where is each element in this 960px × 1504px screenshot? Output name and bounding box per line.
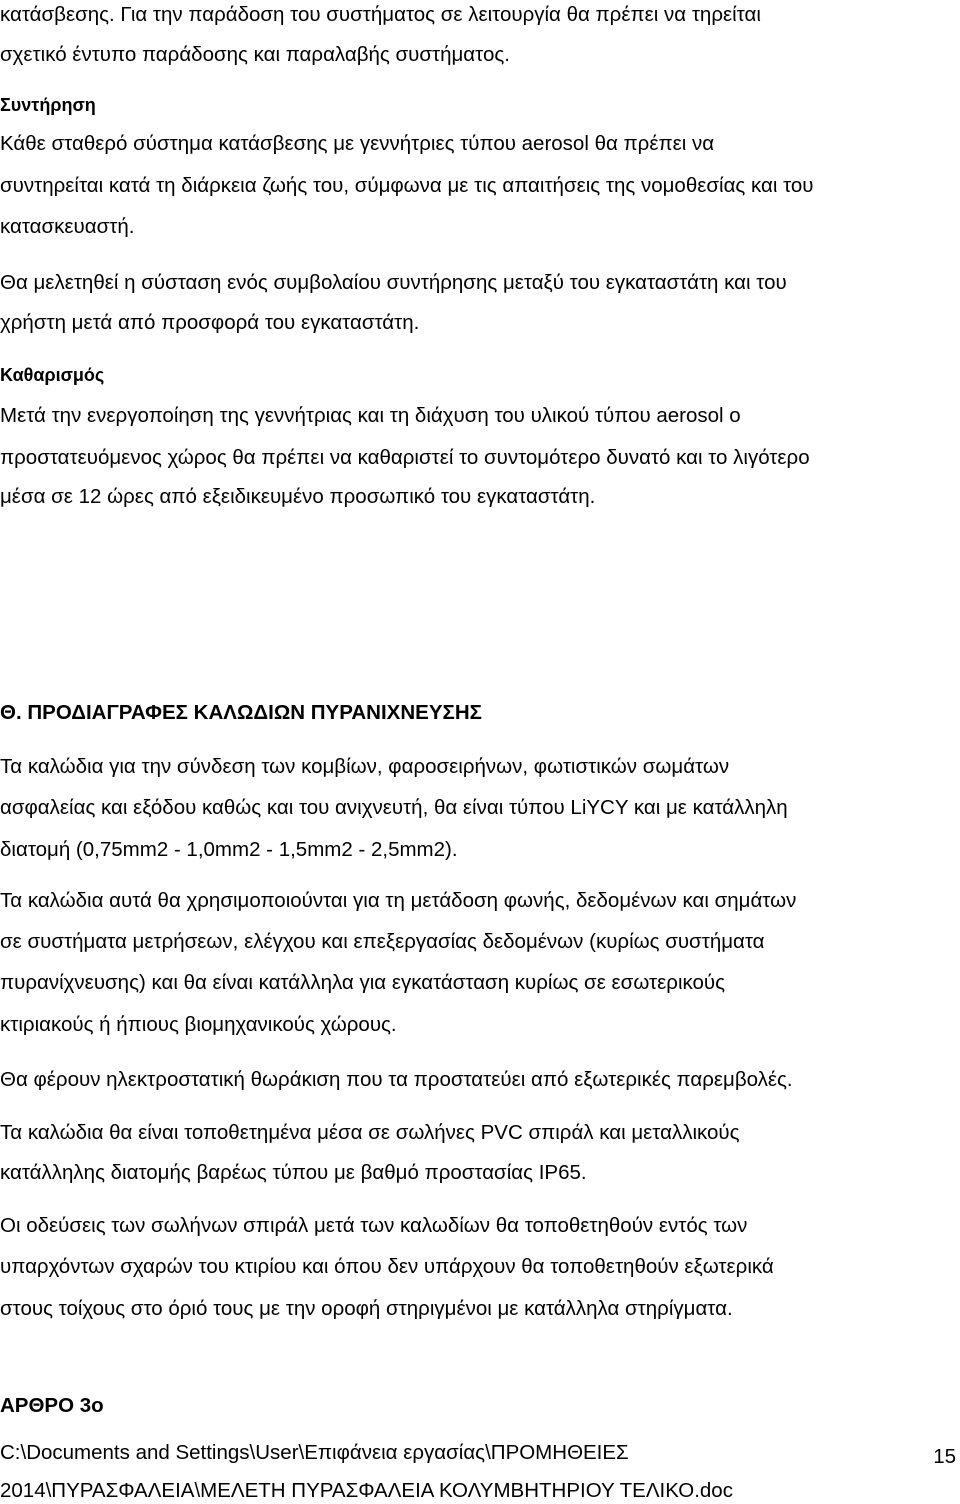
section-theta-p2-line-2: σε συστήματα μετρήσεων, ελέγχου και επεξεργασίας δεδομένων (κυρίως συστήματα — [0, 930, 765, 953]
page-number: 15 — [933, 1445, 956, 1468]
section-theta-heading: Θ. ΠΡΟΔΙΑΓΡΑΦΕΣ ΚΑΛΩΔΙΩΝ ΠΥΡΑΝΙΧΝΕΥΣΗΣ — [0, 701, 482, 724]
section-theta-p1-line-1: Τα καλώδια για την σύνδεση των κομβίων, φαροσειρήνων, φωτιστικών σωμάτων — [0, 755, 730, 778]
maintenance-heading: Συντήρηση — [0, 95, 96, 115]
cleaning-line-1: Μετά την ενεργοποίηση της γεννήτριας και τη διάχυση του υλικού τύπου aerosol ο — [0, 404, 741, 427]
article-heading: ΑΡΘΡΟ 3ο — [0, 1394, 104, 1417]
section-theta-p4-line-1: Τα καλώδια θα είναι τοποθετημένα μέσα σε σωλήνες PVC σπιράλ και μεταλλικούς — [0, 1121, 740, 1144]
maintenance-p1-line-3: κατασκευαστή. — [0, 215, 135, 238]
maintenance-p2-line-2: χρήστη μετά από προσφορά του εγκαταστάτη. — [0, 311, 420, 334]
footer-file-path-line-1: C:\Documents and Settings\User\Επιφάνεια εργασίας\ΠΡΟΜΗΘΕΙΕΣ — [0, 1441, 629, 1464]
cleaning-line-3: μέσα σε 12 ώρες από εξειδικευμένο προσωπικό του εγκαταστάτη. — [0, 485, 596, 508]
section-theta-p5-line-3: στους τοίχους στο όριό τους με την οροφή στηριγμένοι με κατάλληλα στηρίγματα. — [0, 1297, 733, 1320]
section-theta-p2-line-3: πυρανίχνευσης) και θα είναι κατάλληλα για εγκατάσταση κυρίως σε εσωτερικούς — [0, 971, 725, 994]
cleaning-line-2: προστατευόμενος χώρος θα πρέπει να καθαριστεί το συντομότερο δυνατό και το λιγότερο — [0, 446, 810, 469]
maintenance-p1-line-2: συντηρείται κατά τη διάρκεια ζωής του, σύμφωνα με τις απαιτήσεις της νομοθεσίας και του — [0, 174, 814, 197]
section-theta-p1-line-2: ασφαλείας και εξόδου καθώς και του ανιχνευτή, θα είναι τύπου LiYCY και με κατάλληλη — [0, 796, 788, 819]
footer-file-path-line-2: 2014\ΠΥΡΑΣΦΑΛΕΙΑ\ΜΕΛΕΤΗ ΠΥΡΑΣΦΑΛΕΙΑ ΚΟΛΥΜΒΗΤΗΡΙΟΥ ΤΕΛΙΚΟ.doc — [0, 1479, 733, 1502]
section-theta-p4-line-2: κατάλληλης διατομής βαρέως τύπου με βαθμό προστασίας IP65. — [0, 1161, 587, 1184]
intro-line-2: σχετικό έντυπο παράδοσης και παραλαβής συστήματος. — [0, 43, 510, 66]
section-theta-p1-line-3: διατομή (0,75mm2 - 1,0mm2 - 1,5mm2 - 2,5mm2). — [0, 838, 458, 861]
maintenance-p2-line-1: Θα μελετηθεί η σύσταση ενός συμβολαίου συντήρησης μεταξύ του εγκαταστάτη και του — [0, 271, 787, 294]
cleaning-heading: Καθαρισμός — [0, 365, 105, 385]
section-theta-p3-line-1: Θα φέρουν ηλεκτροστατική θωράκιση που τα προστατεύει από εξωτερικές παρεμβολές. — [0, 1068, 793, 1091]
section-theta-p2-line-1: Τα καλώδια αυτά θα χρησιμοποιούνται για τη μετάδοση φωνής, δεδομένων και σημάτων — [0, 889, 797, 912]
section-theta-p2-line-4: κτιριακούς ή ήπιους βιομηχανικούς χώρους. — [0, 1013, 397, 1036]
section-theta-p5-line-1: Οι οδεύσεις των σωλήνων σπιράλ μετά των καλωδίων θα τοποθετηθούν εντός των — [0, 1214, 748, 1237]
section-theta-p5-line-2: υπαρχόντων σχαρών του κτιρίου και όπου δεν υπάρχουν θα τοποθετηθούν εξωτερικά — [0, 1255, 774, 1278]
maintenance-p1-line-1: Κάθε σταθερό σύστημα κατάσβεσης με γεννήτριες τύπου aerosol θα πρέπει να — [0, 132, 715, 155]
intro-line-1: κατάσβεσης. Για την παράδοση του συστήματος σε λειτουργία θα πρέπει να τηρείται — [0, 3, 761, 26]
